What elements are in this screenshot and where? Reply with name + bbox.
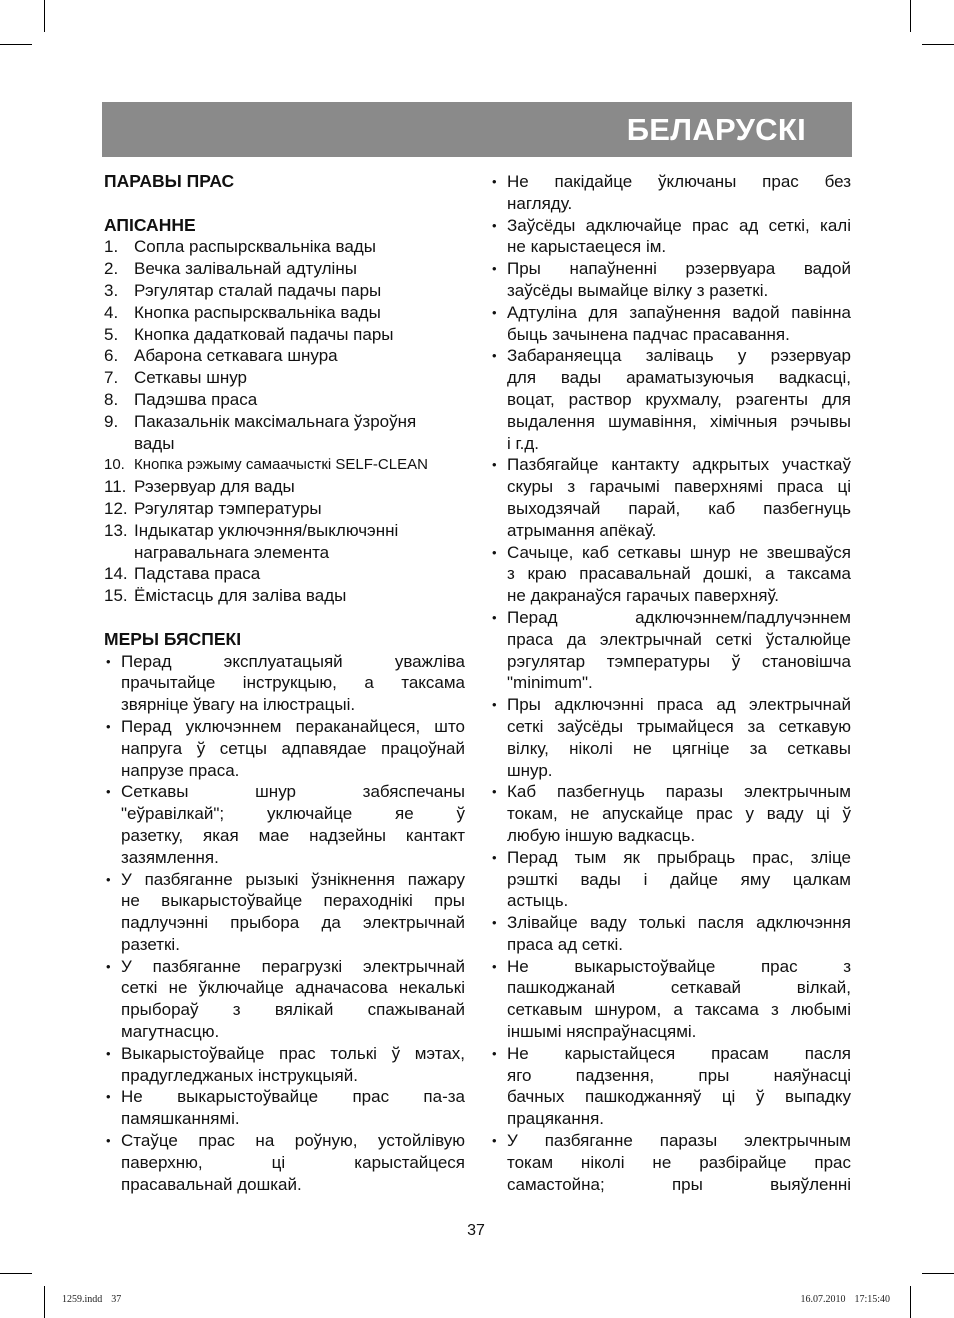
text-line: Адтуліна для запаўнення вадой павінна [507, 302, 851, 322]
text-line: шнур. [507, 760, 553, 780]
item-number: 10. [104, 456, 125, 474]
safety-bullet-item [104, 716, 465, 781]
text-line: Падэшва праса [134, 389, 258, 409]
safety-list-right [490, 171, 851, 1195]
text-line: прыбораў з вялікай спажыванай [121, 1000, 465, 1020]
text-line: любую іншую вадкасць. [507, 825, 696, 845]
safety-bullet-item [104, 651, 465, 716]
text-line: прачытайце інструкцыю, а таксама [121, 673, 465, 693]
text-line: праса да электрычнай сеткі ўсталюйце [507, 629, 851, 649]
text-line: "minimum". [507, 673, 593, 693]
safety-bullet-item [490, 454, 851, 541]
safety-bullet-item [490, 542, 851, 607]
item-number: 15. [104, 586, 128, 606]
text-line: Паказальнік максімальнага ўзроўня [134, 411, 417, 431]
text-line: самастойна; пры выяўленні [507, 1174, 851, 1194]
text-line: Забараняецца заліваць у рэзервуар [507, 346, 851, 366]
bullet-marker: • [492, 609, 497, 625]
safety-bullet-item [104, 1043, 465, 1087]
text-line: Не выкарыстоўвайце прас па-за [121, 1087, 465, 1107]
text-line: Стаўце прас на роўную, устойлівую [121, 1131, 465, 1151]
safety-bullet-item [490, 607, 851, 694]
text-line: Каб пазбегнуць паразы электрычным [507, 782, 851, 802]
bullet-marker: • [106, 871, 111, 887]
text-line: разеткі. [121, 934, 180, 954]
bullet-marker: • [106, 784, 111, 800]
safety-bullet-item [104, 1086, 465, 1130]
description-item [104, 389, 465, 411]
text-line: Перад уключэннем пераканайцеся, што [121, 716, 465, 736]
text-line: з краю прасавальнай дошкі, а таксама [507, 564, 851, 584]
bullet-marker: • [492, 784, 497, 800]
item-number: 9. [104, 411, 119, 431]
description-item [104, 520, 465, 564]
text-line: напрузе праса. [121, 760, 240, 780]
text-line: рэгулятар тэмпературы ў становішча [507, 651, 851, 671]
text-line: У пазбяганне рызыкі ўзнікнення пажару [121, 869, 465, 889]
crop-mark [922, 1273, 954, 1274]
text-line: токам, не апускайце прас у ваду ці ў [507, 804, 851, 824]
text-line: разетку, якая мае надзейны кантакт [121, 825, 465, 845]
text-line: не дакранаўся гарачых паверхняў. [507, 586, 780, 606]
text-line: бачных пашкоджанняў ці ў выпадку [507, 1087, 851, 1107]
description-item [104, 280, 465, 302]
text-line: У пазбяганне паразы электрычным [507, 1131, 851, 1151]
item-number: 11. [104, 477, 127, 497]
text-line: Ёмістасць для заліва вады [134, 586, 347, 606]
text-line: Індыкатар уключэння/выключэнні [134, 520, 399, 540]
description-item [104, 258, 465, 280]
description-item [104, 302, 465, 324]
bullet-marker: • [492, 697, 497, 713]
text-line: прасавальнай дошкай. [121, 1174, 302, 1194]
text-line: Падстава праса [134, 564, 261, 584]
text-line: зазямлення. [121, 847, 219, 867]
bullet-marker: • [492, 261, 497, 277]
crop-mark [910, 1286, 911, 1318]
description-item [104, 585, 465, 607]
text-line: Заўсёды адключайце прас ад сеткі, калі [507, 215, 851, 235]
bullet-marker: • [106, 958, 111, 974]
text-line: Кнопка рэжыму самаачысткі SELF-CLEAN [134, 456, 428, 474]
safety-list-left [104, 651, 465, 1196]
safety-bullet-item [490, 1043, 851, 1130]
text-line: Рэгулятар тэмпературы [134, 498, 322, 518]
text-line: для вады араматызуючыя вадкасці, [507, 368, 851, 388]
item-number: 14. [104, 564, 128, 584]
bullet-marker: • [106, 1133, 111, 1149]
text-line: Перад эксплуатацыяй уважліва [121, 651, 465, 671]
description-heading: АПІСАННЕ [104, 214, 196, 235]
item-number: 8. [104, 389, 119, 409]
bullet-marker: • [492, 304, 497, 320]
text-line: воцат, раствор крухмалу, рэагенты для [507, 389, 851, 409]
text-line: напруга ў сетцы адпавядае працоўнай [121, 738, 465, 758]
text-line: звярніце ўвагу на ілюстрацыі. [121, 695, 356, 715]
safety-bullet-item [490, 171, 851, 215]
text-line: сеткі заўсёды трымайцеся за сеткавую [507, 716, 851, 736]
crop-mark [44, 0, 45, 32]
item-number: 4. [104, 302, 119, 322]
footer-page: 37 [111, 1294, 122, 1305]
footer-time: 17:15:40 [854, 1294, 890, 1305]
text-line: Пазбягайце кантакту адкрытых участкаў [507, 455, 851, 475]
bullet-marker: • [492, 457, 497, 473]
safety-bullet-item [490, 215, 851, 259]
footer-timestamp [800, 1294, 890, 1306]
text-line: Не пакідайце ўключаны прас без [507, 172, 851, 191]
description-item [104, 236, 465, 258]
bullet-marker: • [492, 348, 497, 364]
text-line: выходзячай парай, каб пазбегнуць [507, 498, 851, 518]
safety-bullet-item [490, 781, 851, 846]
text-line: прадугледжаных інструкцыяй. [121, 1065, 358, 1085]
crop-mark [910, 0, 911, 32]
text-line: працякання. [507, 1109, 605, 1129]
product-title: ПАРАВЫ ПРАС [104, 171, 235, 191]
text-line: Сеткавы шнур забяспечаны [121, 782, 465, 802]
text-line: не выкарыстоўвайце пераходнікі пры [121, 891, 465, 911]
text-line: Кнопка дадатковай падачы пары [134, 324, 394, 344]
bullet-marker: • [492, 544, 497, 560]
text-line: заўсёды вымайце вілку з разеткі. [507, 280, 769, 300]
bullet-marker: • [492, 217, 497, 233]
safety-bullet-item [490, 956, 851, 1043]
safety-bullet-item [490, 302, 851, 346]
text-line: "еўравілкай"; уключайце яе ў [121, 804, 465, 824]
right-column [490, 171, 851, 1195]
safety-bullet-item [490, 345, 851, 454]
crop-mark [0, 44, 32, 45]
bullet-marker: • [106, 718, 111, 734]
text-line: Не выкарыстоўвайце прас з [507, 956, 851, 976]
safety-bullet-item [104, 869, 465, 956]
safety-bullet-item [104, 781, 465, 868]
text-line: Сеткавы шнур [134, 368, 247, 388]
text-line: Кнопка распырсквальніка вады [134, 302, 381, 322]
item-number: 1. [104, 237, 119, 257]
text-line: вады [134, 433, 175, 453]
text-line: Сачыце, каб сеткавы шнур не звешваўся [507, 542, 851, 562]
text-line: астыць. [507, 891, 569, 911]
item-number: 5. [104, 324, 119, 344]
text-line: магутнасцю. [121, 1022, 220, 1042]
text-line: скуры з гарачымі паверхнямі праса ці [507, 477, 851, 497]
safety-bullet-item [490, 847, 851, 912]
left-column [104, 171, 465, 1195]
language-header-bar [102, 102, 852, 157]
bullet-marker: • [492, 1133, 497, 1149]
description-item [104, 476, 465, 498]
page-number: 37 [467, 1222, 485, 1239]
footer-date: 16.07.2010 [800, 1294, 846, 1305]
text-line: атрымання апёкаў. [507, 520, 657, 540]
description-item [104, 563, 465, 585]
description-item [104, 498, 465, 520]
text-line: Сопла распырсквальніка вады [134, 237, 376, 257]
crop-mark [922, 44, 954, 45]
safety-bullet-item [490, 912, 851, 956]
text-line: токам ніколі не разбірайце прас [507, 1152, 851, 1172]
safety-bullet-item [490, 694, 851, 781]
bullet-marker: • [492, 849, 497, 865]
text-line: Пры напаўненні рэзервуара вадой [507, 259, 851, 279]
safety-bullet-item [104, 1130, 465, 1195]
text-line: вілку, ніколі не цягніце за сеткавы [507, 738, 851, 758]
bullet-marker: • [492, 958, 497, 974]
text-line: рэшткі вады і дайце яму цалкам [507, 869, 851, 889]
bullet-marker: • [106, 1045, 111, 1061]
safety-bullet-item [490, 258, 851, 302]
description-list [104, 236, 465, 607]
text-line: Вечка залівальнай адтуліны [134, 259, 357, 279]
text-line: награвальнага элемента [134, 542, 330, 562]
description-item [104, 324, 465, 346]
text-line: пашкоджанай сеткавай вілкай, [507, 978, 851, 998]
description-item [104, 345, 465, 367]
item-number: 7. [104, 368, 119, 388]
description-item [104, 454, 465, 476]
description-item [104, 411, 465, 455]
text-line: сеткавым шнуром, а таксама з любымі [507, 1000, 851, 1020]
text-line: Выкарыстоўвайце прас толькі ў мэтах, [121, 1043, 465, 1063]
text-line: выдалення шумавіння, хімічныя рэчывы [507, 411, 851, 431]
language-title: БЕЛАРУСКІ [626, 112, 806, 147]
footer-file-slug [62, 1294, 121, 1306]
item-number: 3. [104, 280, 119, 300]
crop-mark [44, 1286, 45, 1318]
text-line: падлучэнні прыбора да электрычнай [121, 913, 465, 933]
text-line: Абарона сеткавага шнура [134, 346, 338, 366]
text-line: Перад тым як прыбраць прас, зліце [507, 847, 851, 867]
text-line: і г.д. [507, 433, 539, 453]
text-line: Перад адключэннем/падлучэннем [507, 607, 851, 627]
text-line: іншымі няспраўнасцямі. [507, 1022, 697, 1042]
safety-heading: МЕРЫ БЯСПЕКІ [104, 628, 242, 649]
bullet-marker: • [106, 1089, 111, 1105]
bullet-marker: • [492, 1045, 497, 1061]
text-line: Рэзервуар для вады [134, 477, 295, 497]
safety-bullet-item [490, 1130, 851, 1195]
bullet-marker: • [492, 174, 497, 189]
text-line: Злівайце ваду толькі пасля адключэння [507, 913, 851, 933]
text-line: Пры адключэнні праса ад электрычнай [507, 695, 851, 715]
text-line: праса ад сеткі. [507, 934, 624, 954]
description-item [104, 367, 465, 389]
text-line: памяшканнямі. [121, 1109, 240, 1129]
bullet-marker: • [492, 915, 497, 931]
item-number: 13. [104, 520, 128, 540]
item-number: 6. [104, 346, 119, 366]
text-line: не карыстаецеся ім. [507, 237, 667, 257]
text-line: паверхню, ці карыстайцеся [121, 1152, 465, 1172]
text-line: яго падзення, пры наяўнасці [507, 1065, 851, 1085]
footer-file-name: 1259.indd [62, 1294, 103, 1305]
safety-bullet-item [104, 956, 465, 1043]
item-number: 12. [104, 498, 128, 518]
crop-mark [0, 1273, 32, 1274]
text-line: нагляду. [507, 193, 573, 213]
text-line: сеткі не ўключайце адначасова некалькі [121, 978, 465, 998]
bullet-marker: • [106, 653, 111, 669]
text-line: У пазбяганне перагрузкі электрычнай [121, 956, 465, 976]
item-number: 2. [104, 259, 119, 279]
text-line: Рэгулятар сталай падачы пары [134, 280, 382, 300]
text-line: быць зачынена падчас прасавання. [507, 324, 790, 344]
text-line: Не карыстайцеся прасам пасля [507, 1043, 851, 1063]
